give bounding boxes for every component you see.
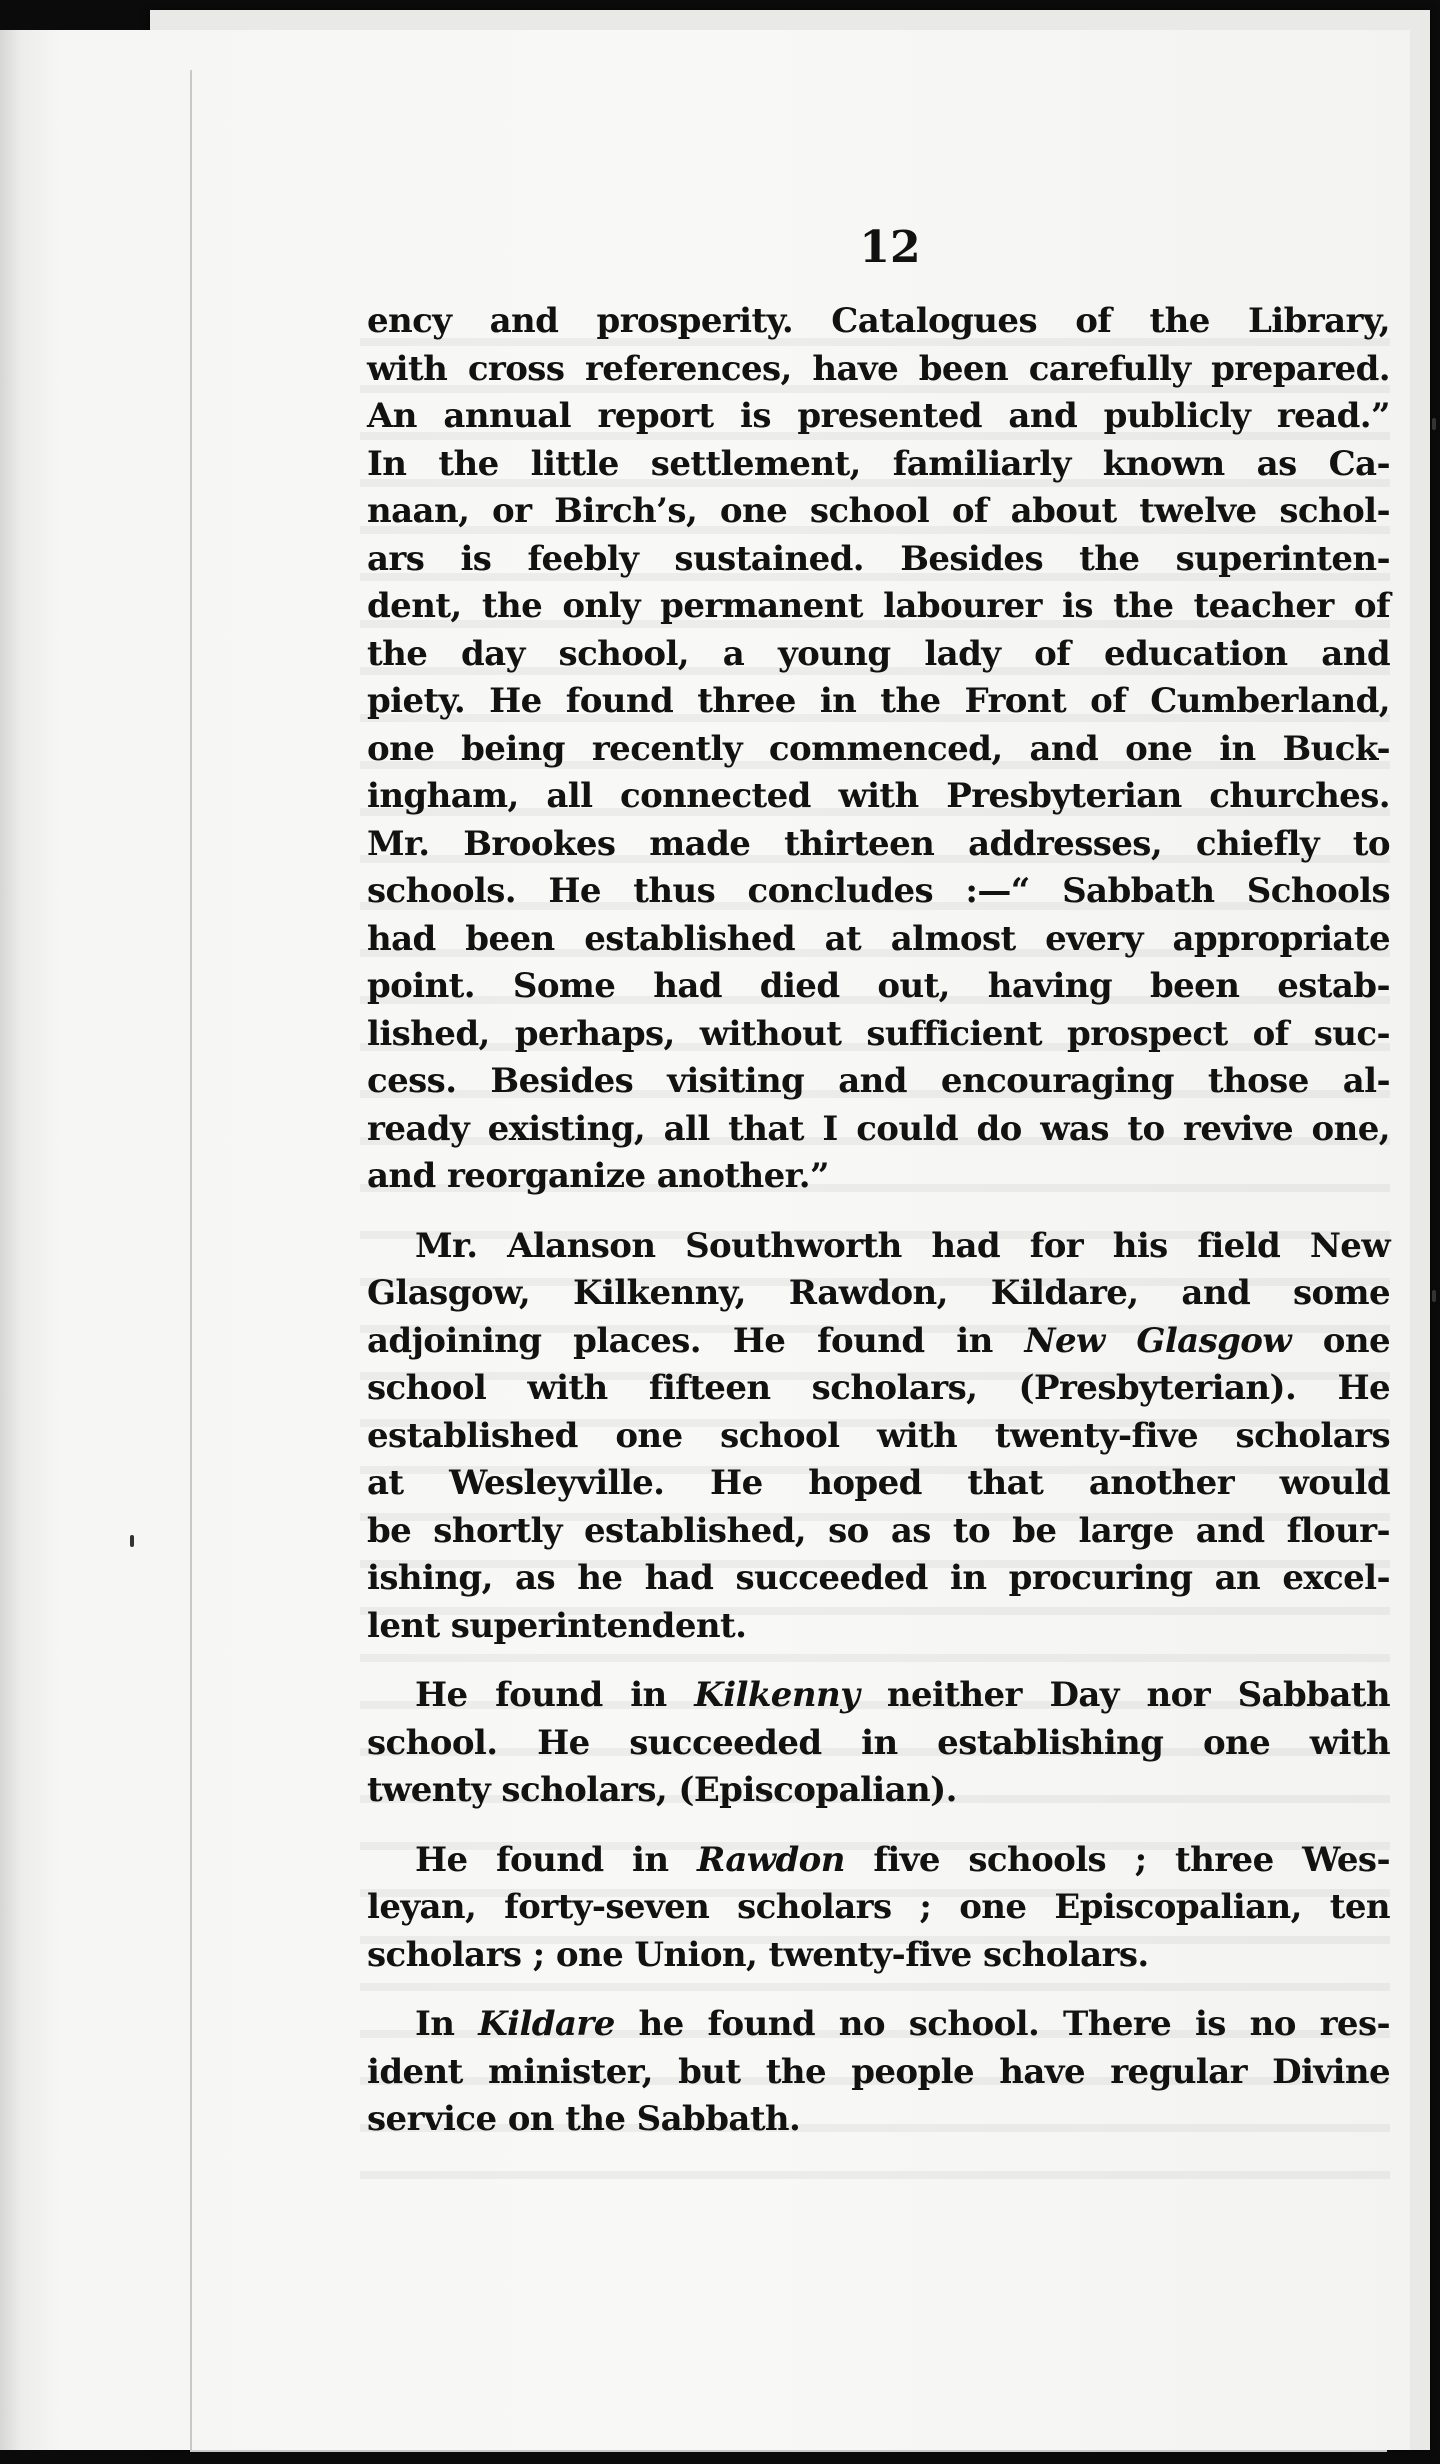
text-line: and reorganize another.” (367, 1156, 829, 1196)
text-line: scholars ; one Union, twenty-five scholars. (367, 1934, 1149, 1975)
paragraph-rawdon (367, 1837, 1390, 1980)
text-run: He found in (415, 1675, 695, 1715)
text-line: ars is feebly sustained. Besides the superinten- (367, 538, 1390, 579)
text-line: twenty scholars, (Episcopalian). (367, 1770, 957, 1810)
text-line: Glasgow, Kilkenny, Rawdon, Kildare, and some (367, 1273, 1390, 1313)
text-line: An annual report is presented and publicly read.” (367, 396, 1390, 436)
place-name-new-glasgow: New Glasgow (1024, 1320, 1292, 1361)
text-line: Mr. Brookes made thirteen addresses, chiefly to (367, 823, 1390, 864)
scan-speck (1432, 1290, 1436, 1302)
paragraph-southworth (367, 1223, 1390, 1651)
text-line: with cross references, have been carefully prepared. (367, 348, 1390, 389)
text-line: ency and prosperity. Catalogues of the Library, (367, 301, 1390, 341)
text-line: be shortly established, so as to be large and flour- (367, 1510, 1390, 1551)
text-line: the day school, a young lady of education and (367, 633, 1390, 674)
text-line: established one school with twenty-five scholars (367, 1415, 1390, 1456)
text-run: neither Day nor Sabbath (859, 1675, 1390, 1715)
text-line: piety. He found three in the Front of Cumberland, (367, 681, 1390, 721)
place-name-kilkenny: Kilkenny (694, 1675, 860, 1715)
text-line: lished, perhaps, without sufficient prospect of suc- (367, 1013, 1390, 1054)
text-run: one (1291, 1320, 1390, 1361)
paragraph-kildare (367, 2001, 1390, 2144)
text-line: had been established at almost every appropriate (367, 918, 1390, 959)
place-name-rawdon: Rawdon (696, 1839, 845, 1880)
text-line: In the little settlement, familiarly known as Ca- (367, 443, 1390, 484)
text-line: Mr. Alanson Southworth had for his field New (415, 1225, 1390, 1266)
text-line: one being recently commenced, and one in Buck- (367, 728, 1390, 769)
scan-speck (1432, 418, 1436, 430)
text-line (367, 1837, 1390, 1885)
text-line: cess. Besides visiting and encouraging those al- (367, 1061, 1390, 1101)
text-line (367, 1318, 1390, 1366)
text-line: service on the Sabbath. (367, 2099, 801, 2139)
text-line (367, 1672, 1390, 1720)
text-run: five schools ; three Wes- (844, 1839, 1390, 1880)
text-run: adjoining places. He found in (367, 1320, 1025, 1361)
paragraph-brookes-report (367, 298, 1390, 1201)
text-line: school. He succeeded in establishing one with (367, 1722, 1390, 1763)
paragraph-kilkenny (367, 1672, 1390, 1815)
text-line: at Wesleyville. He hoped that another would (367, 1463, 1390, 1503)
text-line: ingham, all connected with Presbyterian churches. (367, 776, 1390, 816)
text-line: leyan, forty-seven scholars ; one Episcopalian, ten (367, 1887, 1390, 1927)
text-run: In (415, 2004, 479, 2044)
text-line: ready existing, all that I could do was to revive one, (367, 1108, 1390, 1149)
text-line: schools. He thus concludes :—“ Sabbath Schools (367, 871, 1390, 911)
text-line (367, 2001, 1390, 2049)
text-line: school with fifteen scholars, (Presbyterian). He (367, 1368, 1390, 1408)
body-text (367, 298, 1390, 2144)
page-number: 12 (859, 222, 921, 273)
text-run: he found no school. There is no res- (614, 2004, 1390, 2044)
text-line: ishing, as he had succeeded in procuring an excel- (367, 1558, 1390, 1598)
text-line: dent, the only permanent labourer is the teacher of (367, 586, 1390, 626)
place-name-kildare: Kildare (478, 2004, 615, 2044)
scan-speck (130, 1535, 134, 1547)
text-line: point. Some had died out, having been estab- (367, 966, 1390, 1006)
text-line: naan, or Birch’s, one school of about twelve schol- (367, 491, 1390, 531)
text-line: lent superintendent. (367, 1605, 747, 1646)
text-run: He found in (415, 1839, 697, 1880)
text-line: ident minister, but the people have regular Divine (367, 2051, 1390, 2092)
